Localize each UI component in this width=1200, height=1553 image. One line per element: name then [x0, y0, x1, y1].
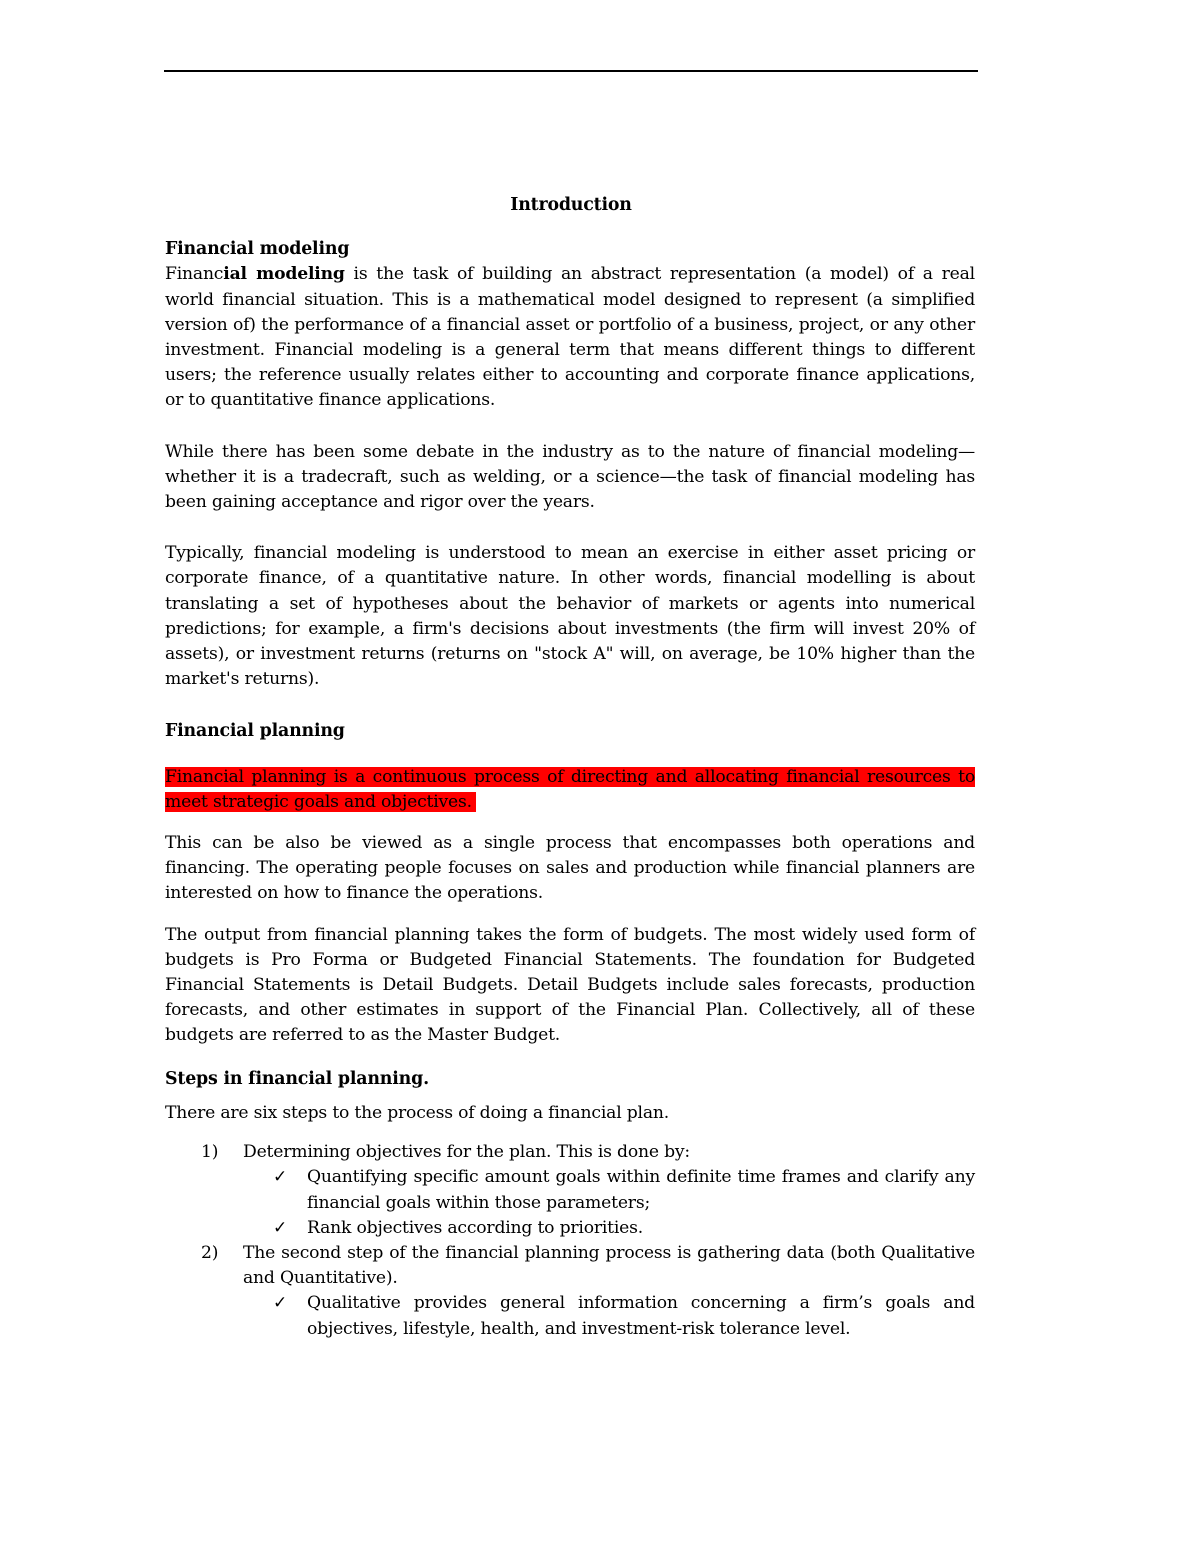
planning-definition — [165, 765, 975, 815]
checkmark-icon: ✓ — [273, 1217, 288, 1238]
highlighted-definition: Financial planning is a continuous process of directing and allocating financial resources to meet strategic goals and objectives. — [165, 766, 975, 812]
check-text: Quantifying specific amount goals within definite time frames and clarify any financial goals within those parameters; — [307, 1167, 975, 1213]
heading-steps-in-planning: Steps in financial planning. — [165, 1068, 429, 1089]
header-rule — [164, 70, 978, 72]
steps-intro: There are six steps to the process of doing a financial plan. — [165, 1102, 670, 1123]
check-list — [243, 1165, 975, 1241]
planning-paragraph-3: The output from financial planning takes the form of budgets. The most widely used form of budgets is Pro Forma or Budgeted Financial Statements. The foundation for Budgeted Financial Statements is Detail Budgets. Detail Budgets include sales forecasts, production forecasts, and other estimates in support of the Financial Plan. Collectively, all of these budgets are referred to as the Master Budget. — [165, 924, 975, 1046]
step-item-2 — [165, 1241, 975, 1342]
check-list — [243, 1291, 975, 1341]
modeling-paragraph-1-body: is the task of building an abstract representation (a model) of a real world financial situation. This is a mathematical model designed to represent (a simplified version of) the performance of a financial asset or portfolio of a business, project, or any other investment. Financial modeling is a general term that means different things to different users; the reference usually relates either to accounting and corporate finance applications, or to quantitative finance applications. — [165, 264, 975, 411]
planning-paragraph-2: This can be also be viewed as a single process that encompasses both operations and financing. The operating people focuses on sales and production while financial planners are interested on how to finance the operations. — [165, 833, 975, 904]
steps-list — [165, 1140, 975, 1342]
check-text: Rank objectives according to priorities. — [307, 1217, 644, 1238]
modeling-paragraph-3: Typically, financial modeling is understood to mean an exercise in either asset pricing or corporate finance, of a quantitative nature. In other words, financial modelling is about translating a set of hypotheses about the behavior of markets or agents into numerical predictions; for example, a firm's decisions about investments (the firm will invest 20% of assets), or investment returns (returns on "stock A" will, on average, be 10% higher than the market's returns). — [165, 543, 975, 690]
step-item-1 — [165, 1140, 975, 1241]
checkmark-icon: ✓ — [273, 1293, 288, 1314]
document-page — [165, 193, 975, 1342]
step-text: Determining objectives for the plan. This is done by: — [243, 1142, 690, 1163]
modeling-lead-plain: Financ — [165, 264, 224, 285]
document-title: Introduction — [510, 195, 632, 215]
step-number: 2) — [201, 1242, 219, 1263]
modeling-paragraph-2: While there has been some debate in the industry as to the nature of financial modeling—whether it is a tradecraft, such as welding, or a science—the task of financial modeling has been gaining acceptance and rigor over the years. — [165, 441, 975, 513]
check-item — [165, 1165, 975, 1215]
heading-financial-modeling: Financial modeling — [165, 239, 350, 260]
check-text: Qualitative provides general information concerning a firm’s goals and objectives, lifestyle, health, and investment-risk tolerance level. — [307, 1293, 975, 1339]
check-item — [165, 1216, 975, 1241]
check-item — [165, 1291, 975, 1341]
checkmark-icon: ✓ — [273, 1167, 288, 1188]
step-number: 1) — [201, 1142, 219, 1163]
step-text: The second step of the financial planning process is gathering data (both Qualitative and Quantitative). — [243, 1242, 975, 1289]
heading-financial-planning: Financial planning — [165, 721, 345, 742]
modeling-lead-bold: ial modeling — [223, 264, 345, 285]
modeling-paragraph-1 — [165, 262, 975, 413]
